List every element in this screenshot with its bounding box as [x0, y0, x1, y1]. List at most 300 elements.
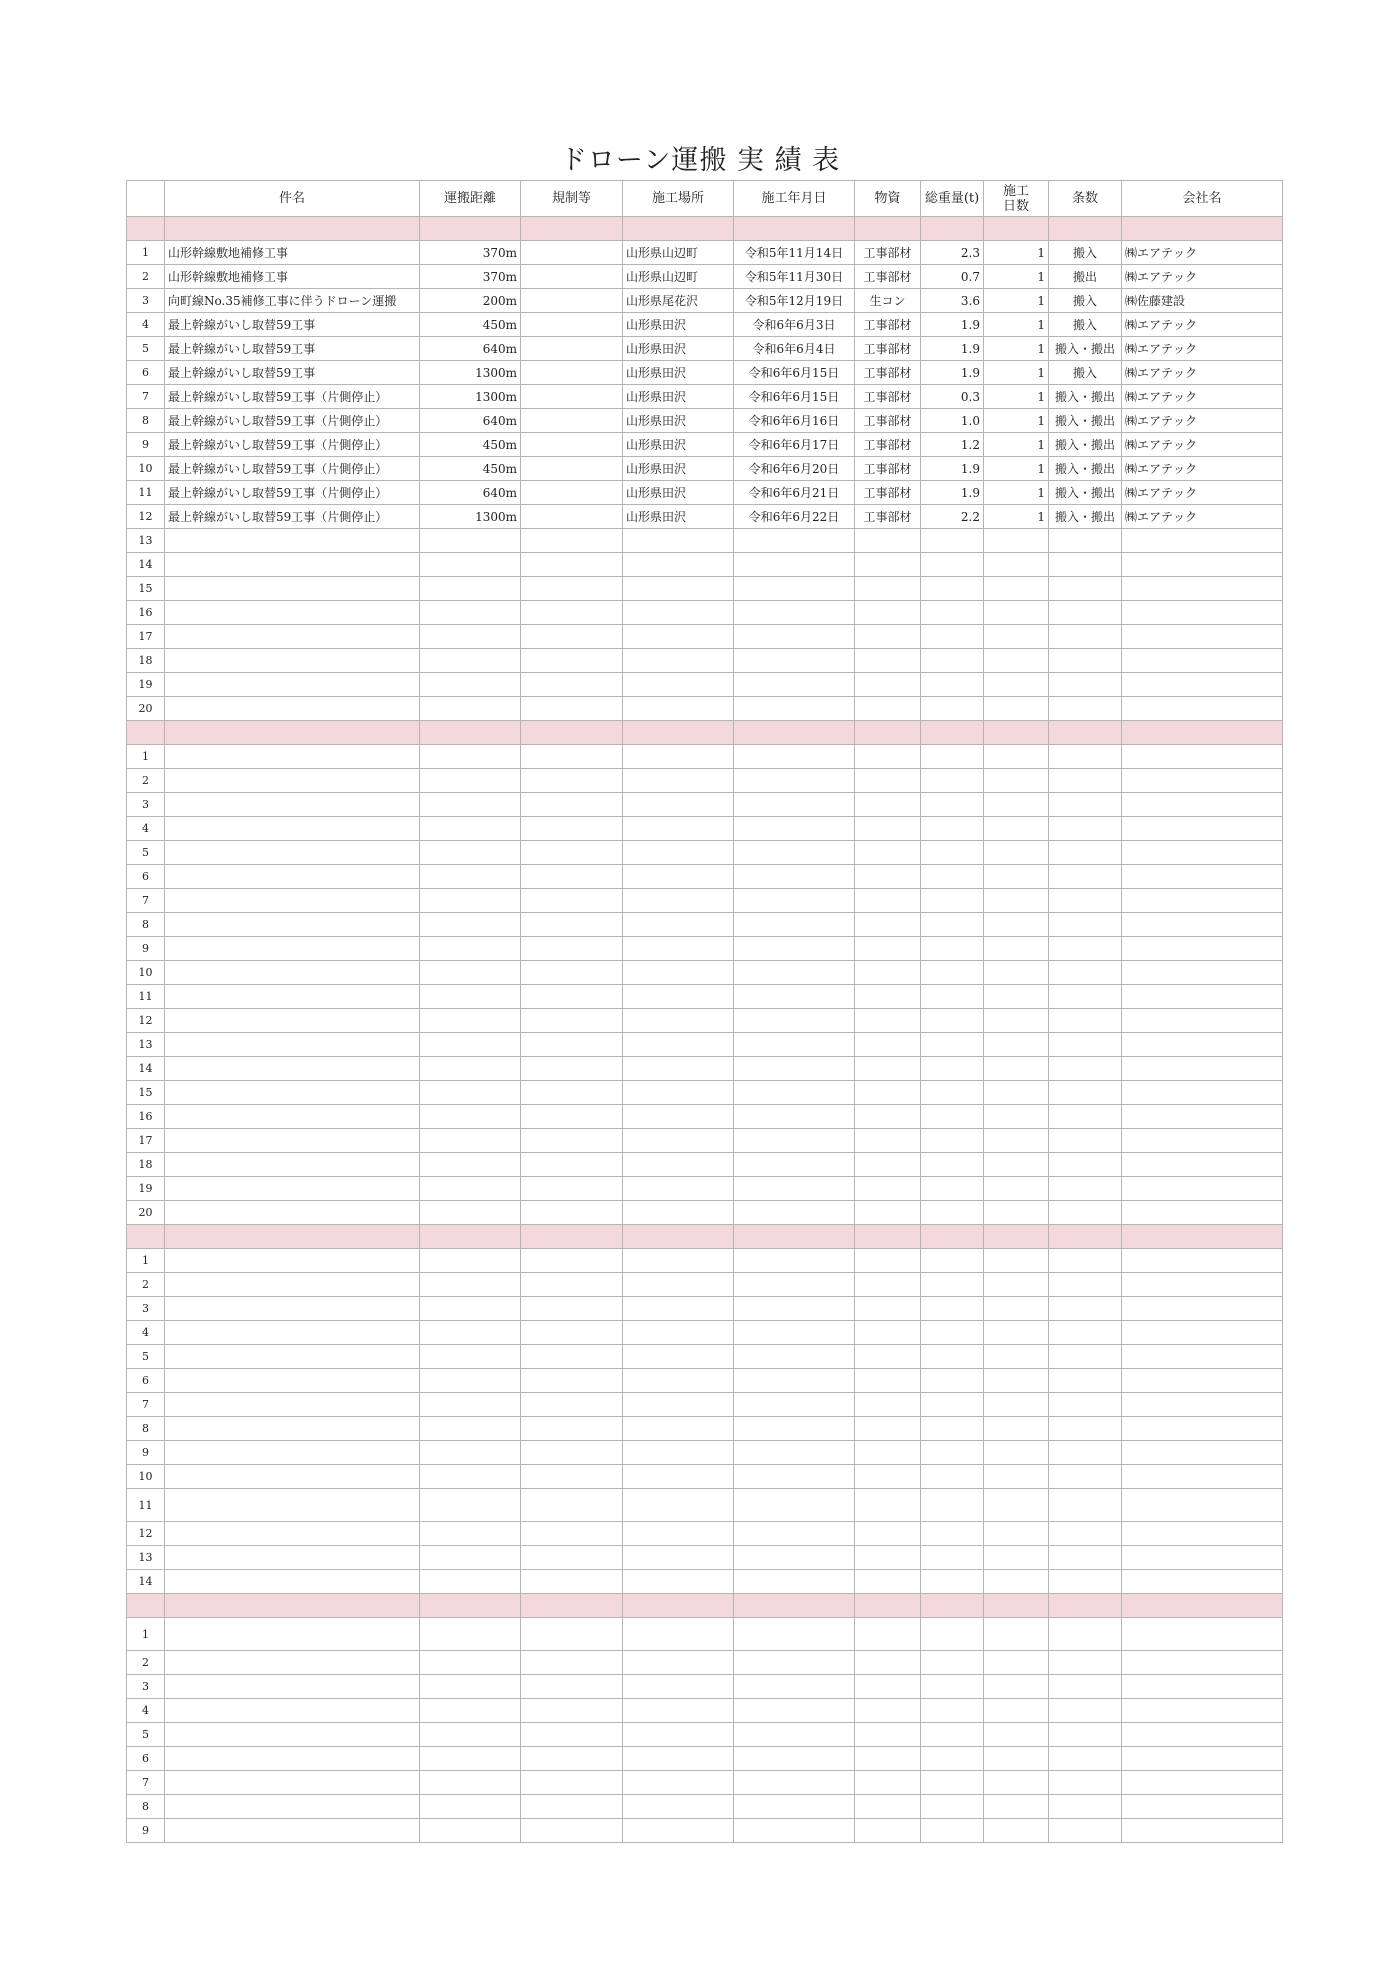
cell-type [1049, 1699, 1122, 1723]
cell-days [984, 553, 1049, 577]
cell-date [734, 769, 855, 793]
cell-regulation [521, 673, 623, 697]
cell-days [984, 865, 1049, 889]
cell-distance: 450m [420, 313, 521, 337]
cell-company [1122, 1522, 1283, 1546]
cell-distance [420, 1081, 521, 1105]
cell-name [165, 1723, 420, 1747]
page-title: ドローン運搬 実 績 表 [559, 145, 841, 176]
cell-place: 山形県田沢 [623, 385, 734, 409]
cell-distance [420, 1345, 521, 1369]
cell-date: 令和6年6月4日 [734, 337, 855, 361]
cell-distance [420, 985, 521, 1009]
cell-name [165, 745, 420, 769]
cell-type [1049, 1321, 1122, 1345]
table-row [127, 745, 1283, 769]
cell-date [734, 817, 855, 841]
cell-material [855, 649, 921, 673]
cell-regulation [521, 1057, 623, 1081]
cell-company [1122, 553, 1283, 577]
cell-material [855, 529, 921, 553]
cell-date [734, 529, 855, 553]
cell-date [734, 1522, 855, 1546]
separator-cell [734, 1594, 855, 1618]
row-number: 10 [127, 1465, 165, 1489]
cell-days [984, 985, 1049, 1009]
header-weight: 総重量(t) [921, 181, 984, 217]
cell-type [1049, 673, 1122, 697]
cell-distance [420, 1417, 521, 1441]
table-row [127, 985, 1283, 1009]
cell-place [623, 1465, 734, 1489]
cell-company [1122, 1177, 1283, 1201]
separator-cell [420, 721, 521, 745]
cell-weight [921, 649, 984, 673]
cell-weight [921, 1675, 984, 1699]
cell-regulation [521, 1546, 623, 1570]
row-number: 8 [127, 1795, 165, 1819]
cell-type [1049, 601, 1122, 625]
row-number: 6 [127, 361, 165, 385]
cell-material [855, 1369, 921, 1393]
table-row [127, 1249, 1283, 1273]
cell-distance [420, 1297, 521, 1321]
row-number: 4 [127, 817, 165, 841]
cell-regulation [521, 1009, 623, 1033]
cell-days [984, 1009, 1049, 1033]
cell-weight [921, 1819, 984, 1843]
header-days: 施工 日数 [984, 181, 1049, 217]
cell-regulation [521, 913, 623, 937]
cell-distance [420, 1819, 521, 1843]
separator-cell [165, 217, 420, 241]
cell-days [984, 1699, 1049, 1723]
cell-days: 1 [984, 409, 1049, 433]
separator-cell [855, 217, 921, 241]
cell-name [165, 1522, 420, 1546]
cell-regulation [521, 769, 623, 793]
cell-type [1049, 1795, 1122, 1819]
cell-regulation [521, 433, 623, 457]
cell-place: 山形県田沢 [623, 505, 734, 529]
cell-days [984, 1489, 1049, 1522]
cell-distance [420, 865, 521, 889]
cell-type [1049, 1819, 1122, 1843]
cell-type [1049, 1297, 1122, 1321]
table-row [127, 289, 1283, 313]
cell-type [1049, 1129, 1122, 1153]
separator-cell [521, 1225, 623, 1249]
header-no [127, 181, 165, 217]
cell-place [623, 1177, 734, 1201]
cell-material [855, 625, 921, 649]
cell-weight [921, 1321, 984, 1345]
cell-days [984, 913, 1049, 937]
separator-cell [521, 721, 623, 745]
cell-weight: 1.9 [921, 337, 984, 361]
cell-name [165, 1057, 420, 1081]
table-row [127, 241, 1283, 265]
cell-distance [420, 577, 521, 601]
table-row [127, 1651, 1283, 1675]
cell-distance [420, 1699, 521, 1723]
cell-date [734, 625, 855, 649]
header-company: 会社名 [1122, 181, 1283, 217]
cell-days [984, 673, 1049, 697]
cell-place [623, 1570, 734, 1594]
cell-place [623, 1057, 734, 1081]
row-number: 19 [127, 1177, 165, 1201]
table-row [127, 1522, 1283, 1546]
cell-name [165, 1129, 420, 1153]
cell-material [855, 1441, 921, 1465]
cell-weight [921, 1345, 984, 1369]
cell-regulation [521, 961, 623, 985]
cell-distance: 640m [420, 337, 521, 361]
separator-cell [420, 1594, 521, 1618]
cell-date [734, 1651, 855, 1675]
cell-days: 1 [984, 433, 1049, 457]
cell-place [623, 1129, 734, 1153]
cell-regulation [521, 1795, 623, 1819]
cell-material [855, 1570, 921, 1594]
cell-place [623, 1546, 734, 1570]
separator-cell [623, 1594, 734, 1618]
table-row [127, 529, 1283, 553]
cell-company: ㈱エアテック [1122, 337, 1283, 361]
cell-date [734, 1345, 855, 1369]
row-number: 7 [127, 385, 165, 409]
cell-date [734, 1441, 855, 1465]
cell-type [1049, 1153, 1122, 1177]
separator-cell [1049, 1225, 1122, 1249]
cell-weight [921, 1651, 984, 1675]
cell-place [623, 1297, 734, 1321]
cell-place [623, 697, 734, 721]
cell-date [734, 1321, 855, 1345]
cell-weight [921, 889, 984, 913]
cell-name [165, 1273, 420, 1297]
cell-company: ㈱エアテック [1122, 505, 1283, 529]
row-number: 2 [127, 769, 165, 793]
cell-days: 1 [984, 265, 1049, 289]
cell-date [734, 1369, 855, 1393]
cell-date [734, 985, 855, 1009]
cell-company [1122, 1618, 1283, 1651]
cell-type [1049, 841, 1122, 865]
cell-material: 生コン [855, 289, 921, 313]
cell-type [1049, 625, 1122, 649]
cell-company [1122, 1489, 1283, 1522]
separator-cell [734, 1225, 855, 1249]
row-number: 12 [127, 1522, 165, 1546]
cell-company: ㈱エアテック [1122, 313, 1283, 337]
table-row [127, 361, 1283, 385]
cell-material [855, 1105, 921, 1129]
cell-company [1122, 1201, 1283, 1225]
cell-material: 工事部材 [855, 505, 921, 529]
cell-weight [921, 1033, 984, 1057]
cell-weight [921, 529, 984, 553]
cell-type [1049, 913, 1122, 937]
cell-place [623, 1321, 734, 1345]
cell-days [984, 649, 1049, 673]
cell-name: 山形幹線敷地補修工事 [165, 241, 420, 265]
table-row [127, 1321, 1283, 1345]
cell-distance [420, 1105, 521, 1129]
cell-place [623, 961, 734, 985]
cell-company [1122, 1081, 1283, 1105]
cell-days [984, 889, 1049, 913]
cell-name [165, 1249, 420, 1273]
separator-cell [165, 1225, 420, 1249]
cell-date [734, 1546, 855, 1570]
cell-type [1049, 1345, 1122, 1369]
cell-company: ㈱エアテック [1122, 433, 1283, 457]
cell-name: 最上幹線がいし取替59工事（片側停止） [165, 505, 420, 529]
table-row [127, 1819, 1283, 1843]
row-number: 5 [127, 841, 165, 865]
cell-name [165, 1153, 420, 1177]
cell-company [1122, 841, 1283, 865]
table-row [127, 1153, 1283, 1177]
cell-company [1122, 1651, 1283, 1675]
cell-name [165, 1651, 420, 1675]
cell-type [1049, 1546, 1122, 1570]
cell-weight [921, 1618, 984, 1651]
cell-weight [921, 1057, 984, 1081]
cell-material [855, 1321, 921, 1345]
table-row [127, 433, 1283, 457]
cell-material [855, 937, 921, 961]
cell-place [623, 601, 734, 625]
header-distance: 運搬距離 [420, 181, 521, 217]
cell-date: 令和5年12月19日 [734, 289, 855, 313]
cell-date [734, 841, 855, 865]
separator-cell [165, 1594, 420, 1618]
cell-place [623, 1699, 734, 1723]
cell-weight [921, 1297, 984, 1321]
cell-date [734, 697, 855, 721]
cell-regulation [521, 505, 623, 529]
cell-weight [921, 601, 984, 625]
cell-regulation [521, 889, 623, 913]
cell-material: 工事部材 [855, 265, 921, 289]
cell-place [623, 769, 734, 793]
cell-type [1049, 1522, 1122, 1546]
cell-place [623, 1369, 734, 1393]
cell-company: ㈱エアテック [1122, 241, 1283, 265]
row-number: 14 [127, 1057, 165, 1081]
cell-type [1049, 1201, 1122, 1225]
cell-place: 山形県田沢 [623, 361, 734, 385]
row-number: 4 [127, 1699, 165, 1723]
cell-weight [921, 1795, 984, 1819]
cell-regulation [521, 241, 623, 265]
cell-distance: 1300m [420, 505, 521, 529]
cell-material [855, 913, 921, 937]
cell-material [855, 553, 921, 577]
cell-regulation [521, 1651, 623, 1675]
cell-regulation [521, 1570, 623, 1594]
cell-regulation [521, 793, 623, 817]
cell-date [734, 553, 855, 577]
cell-material [855, 889, 921, 913]
cell-distance [420, 769, 521, 793]
separator-cell [734, 217, 855, 241]
cell-date: 令和6年6月3日 [734, 313, 855, 337]
row-number: 9 [127, 1819, 165, 1843]
row-number: 3 [127, 1297, 165, 1321]
cell-weight [921, 1201, 984, 1225]
table-row [127, 769, 1283, 793]
cell-weight [921, 1771, 984, 1795]
cell-material [855, 1345, 921, 1369]
cell-days [984, 793, 1049, 817]
cell-name: 最上幹線がいし取替59工事（片側停止） [165, 481, 420, 505]
cell-days [984, 961, 1049, 985]
cell-date [734, 1747, 855, 1771]
cell-weight: 1.2 [921, 433, 984, 457]
row-number: 13 [127, 529, 165, 553]
cell-place [623, 1153, 734, 1177]
table-row [127, 1546, 1283, 1570]
cell-place [623, 1273, 734, 1297]
table-row [127, 1033, 1283, 1057]
cell-regulation [521, 289, 623, 313]
cell-distance: 450m [420, 457, 521, 481]
cell-name [165, 1618, 420, 1651]
cell-type: 搬入・搬出 [1049, 337, 1122, 361]
cell-place [623, 1345, 734, 1369]
cell-weight [921, 553, 984, 577]
cell-company [1122, 889, 1283, 913]
cell-days [984, 1369, 1049, 1393]
table-row [127, 1771, 1283, 1795]
cell-date [734, 1177, 855, 1201]
table-row [127, 1747, 1283, 1771]
cell-material [855, 1747, 921, 1771]
cell-distance [420, 913, 521, 937]
cell-material [855, 1057, 921, 1081]
table-row [127, 1465, 1283, 1489]
cell-weight [921, 1081, 984, 1105]
cell-company [1122, 1417, 1283, 1441]
separator-cell [984, 1594, 1049, 1618]
row-number: 6 [127, 865, 165, 889]
cell-company: ㈱エアテック [1122, 409, 1283, 433]
cell-company [1122, 1249, 1283, 1273]
separator-cell [521, 1594, 623, 1618]
cell-place [623, 577, 734, 601]
row-number: 18 [127, 649, 165, 673]
header-regulation: 規制等 [521, 181, 623, 217]
cell-weight: 0.3 [921, 385, 984, 409]
cell-name [165, 937, 420, 961]
cell-regulation [521, 457, 623, 481]
cell-name [165, 1570, 420, 1594]
cell-place [623, 793, 734, 817]
cell-company [1122, 1465, 1283, 1489]
cell-date [734, 745, 855, 769]
cell-weight [921, 1465, 984, 1489]
row-number: 4 [127, 313, 165, 337]
cell-type [1049, 817, 1122, 841]
cell-name: 最上幹線がいし取替59工事 [165, 361, 420, 385]
cell-regulation [521, 1441, 623, 1465]
cell-date [734, 1771, 855, 1795]
separator-cell [921, 721, 984, 745]
cell-days: 1 [984, 337, 1049, 361]
cell-distance [420, 817, 521, 841]
cell-company [1122, 601, 1283, 625]
cell-weight [921, 1273, 984, 1297]
cell-type [1049, 529, 1122, 553]
table-row [127, 1417, 1283, 1441]
cell-regulation [521, 1465, 623, 1489]
table-row [127, 577, 1283, 601]
cell-name [165, 1321, 420, 1345]
cell-name [165, 961, 420, 985]
cell-distance [420, 937, 521, 961]
cell-days [984, 625, 1049, 649]
cell-distance [420, 1618, 521, 1651]
table-row [127, 1393, 1283, 1417]
separator-cell [855, 721, 921, 745]
cell-name [165, 649, 420, 673]
cell-date [734, 889, 855, 913]
separator-cell [984, 217, 1049, 241]
cell-days [984, 1675, 1049, 1699]
cell-company: ㈱佐藤建設 [1122, 289, 1283, 313]
cell-distance [420, 1033, 521, 1057]
table-row [127, 385, 1283, 409]
separator-cell [1122, 721, 1283, 745]
table-row [127, 505, 1283, 529]
cell-weight: 0.7 [921, 265, 984, 289]
row-number: 8 [127, 913, 165, 937]
cell-name [165, 1201, 420, 1225]
cell-distance [420, 697, 521, 721]
table-row [127, 1441, 1283, 1465]
separator-cell [984, 721, 1049, 745]
cell-days: 1 [984, 289, 1049, 313]
cell-days [984, 1522, 1049, 1546]
cell-type [1049, 1651, 1122, 1675]
cell-place [623, 1675, 734, 1699]
cell-place [623, 1441, 734, 1465]
cell-type [1049, 889, 1122, 913]
cell-regulation [521, 625, 623, 649]
table-row [127, 937, 1283, 961]
row-number: 3 [127, 289, 165, 313]
cell-regulation [521, 1723, 623, 1747]
row-number: 15 [127, 1081, 165, 1105]
table-row [127, 1081, 1283, 1105]
cell-name [165, 601, 420, 625]
cell-name [165, 1441, 420, 1465]
cell-days [984, 697, 1049, 721]
cell-distance [420, 1747, 521, 1771]
cell-material [855, 577, 921, 601]
cell-name [165, 1417, 420, 1441]
cell-material [855, 1651, 921, 1675]
cell-material [855, 1177, 921, 1201]
cell-weight [921, 865, 984, 889]
cell-regulation [521, 1201, 623, 1225]
cell-type [1049, 1465, 1122, 1489]
cell-date [734, 1393, 855, 1417]
